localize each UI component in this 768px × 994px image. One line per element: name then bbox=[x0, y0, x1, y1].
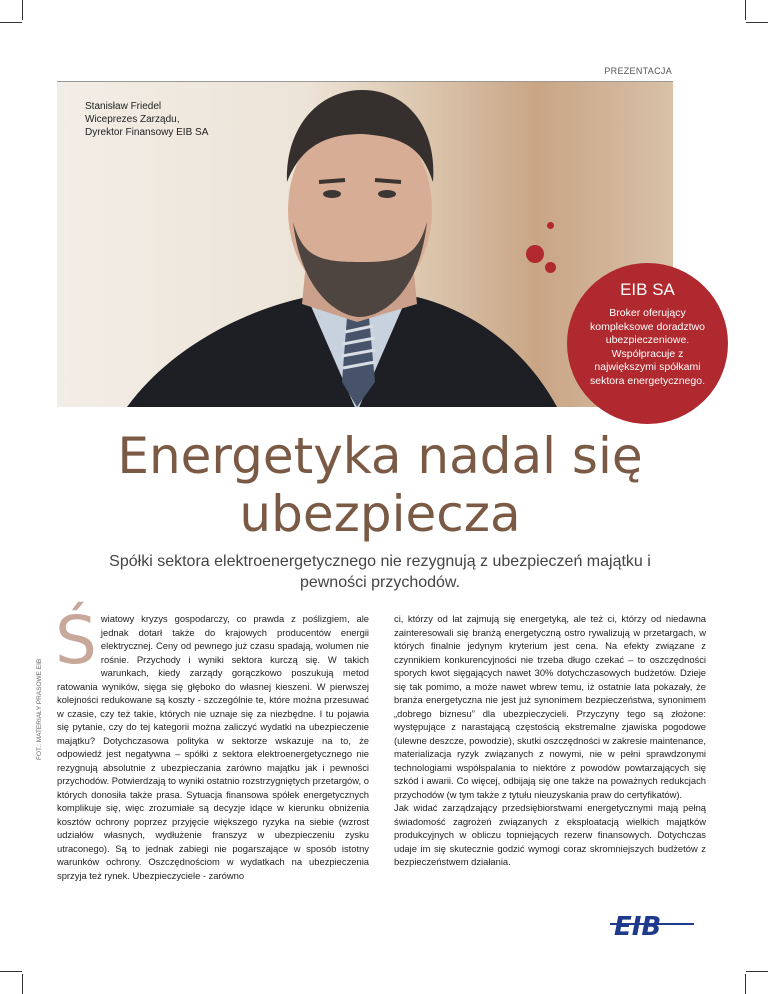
section-label: PREZENTACJA bbox=[604, 66, 672, 76]
body-text: wiatowy kryzys gospodarczy, co prawda z poślizgiem, ale jednak dotarł także do krajowych producentów energii elektrycznej. Ceny od pewnego już czasu spadają, wolumen nie rośnie. Przychody i wyniki sektora kurczą się. W takich warunkach, kiedy zarządy gorączkowo poszukują metod ratowania wyników, sięga się głęboko do własnej kieszeni. W pierwszej kolejności redukowane są koszty - szczególnie te, które można przesuwać w czasie, czy też takie, których nie uznaje się za niezbędne. I tu pojawia się pytanie, czy do tej kategorii można zaliczyć wydatki na ubezpieczenie majątku? Dotychczasowa polityka w sektorze wskazuje na to, że odpowiedź jest negatywna – spółki z sektora elektroenergetycznego nie rezygnują absolutnie z ubezpieczania zarówno majątku jak i pewności przychodów. Potwierdzają to wyniki ostatnio rozstrzygniętych przetargów, o których donosiła także prasa. Sytuacja finansowa spółek energetycznych komplikuje się, więc zrozumiałe są decyzje idące w kierunku obniżenia kosztów ochrony poprzez przyjęcie większego ryzyka na siebie (wzrost udziałów własnych, wydłużenie franszyz w ubezpieczeniu zysku utraconego). Są to jednak zabiegi nie pogarszające w sposób istotny warunków ochrony. Oszczędnościom w wydatkach na ubezpieczenia sprzyja też rynek. Ubezpieczyciele - zarówno bbox=[57, 613, 369, 881]
article-column-1 bbox=[55, 602, 369, 882]
crop-mark bbox=[22, 0, 23, 20]
body-paragraph: ci, którzy od lat zajmują się energetyką, ale też ci, którzy od niedawna zainteresowali się branżą energetyczną ostro rywalizują w przetargach, w których finalnie jedynym kryterium jest cena. Na efekty związane z czynnikiem konkurencyjności nie trzeba długo czekać – to oszczędności sporych kwot sięgających nawet 30% dotychczasowych budżetów. Dzieje się tak pomimo, a może nawet wbrew temu, iż ostatnie lata pokazały, że branża energetyczna nie jest już synonimem bezpieczeństwa, synonimem „dobrego biznesu” dla ubezpieczycieli. Przyczyny tego są złożone: występujące z narastającą częstością ekstremalne zjawiska pogodowe (ulewne deszcze, powodzie), skutki oszczędności w zakresie maintenance, materializacja ryzyk związanych z nowymi, nie w pełni sprawdzonymi technologiami współspalania to niektóre z powodów powtarzających się szkód i awarii. Co więcej, odbijają się one także na poważnych redukcjach przychodów (w tym także z tytułu nieuzyskania praw do certyfikatów). bbox=[394, 613, 706, 800]
crop-mark bbox=[746, 971, 768, 972]
caption-role: Dyrektor Finansowy EIB SA bbox=[85, 127, 209, 138]
logo-text: EIB bbox=[614, 912, 662, 940]
body-paragraph: Jak widać zarządzający przedsiębiorstwami energetycznymi mają pełną świadomość zagrożeń związanych z eksploatacją wielkich majątków produkcyjnych w obliczu topniejących rezerw finansowych. Dotychczas udaje im się skutecznie godzić wymogi coraz skromniejszych budżetów z bezpieczeństwem działania. bbox=[394, 802, 706, 867]
crop-mark bbox=[0, 971, 22, 972]
eib-logo bbox=[606, 908, 698, 940]
decorative-dot bbox=[545, 262, 556, 273]
decorative-dot bbox=[547, 222, 554, 229]
crop-mark bbox=[746, 22, 768, 23]
photo-credit: FOT.: MATERIAŁY PRASOWE EIB bbox=[36, 658, 43, 760]
caption-name: Stanisław Friedel bbox=[85, 101, 162, 112]
lead-text: Spółki sektora elektroenergetycznego nie rezygnują z ubezpieczeń majątku i pewności przychodów. bbox=[109, 553, 651, 591]
headline: Energetyka nadal się ubezpiecza bbox=[117, 427, 643, 543]
crop-mark bbox=[22, 974, 23, 994]
crop-mark bbox=[745, 0, 746, 20]
drop-cap: Ś bbox=[55, 602, 97, 679]
photo-caption bbox=[85, 100, 208, 139]
article-column-2 bbox=[394, 612, 706, 869]
decorative-dot bbox=[526, 245, 544, 263]
company-name: EIB SA bbox=[620, 280, 675, 299]
company-info-badge bbox=[567, 263, 728, 424]
crop-mark bbox=[0, 22, 22, 23]
company-description: Broker oferujący kompleksowe doradztwo ubezpieczeniowe. Współpracuje z największymi spółkami sektora energetycznego. bbox=[590, 307, 705, 387]
caption-role: Wiceprezes Zarządu, bbox=[85, 114, 180, 125]
crop-mark bbox=[745, 974, 746, 994]
